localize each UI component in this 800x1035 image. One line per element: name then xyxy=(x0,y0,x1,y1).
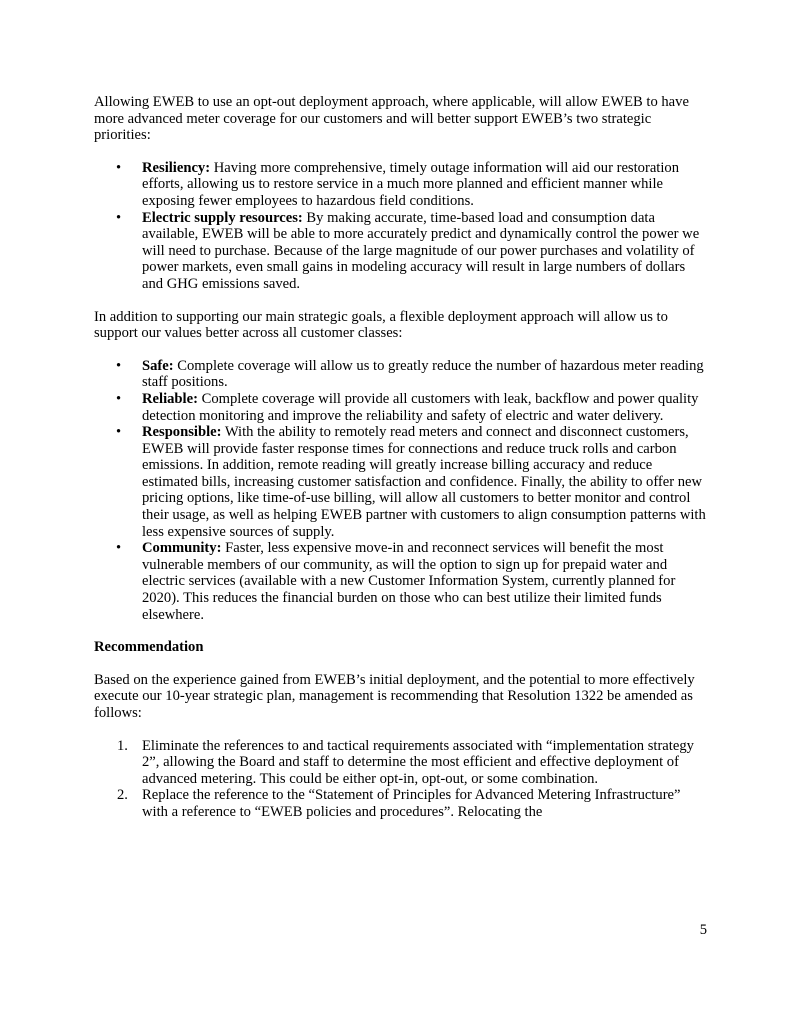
item-number: 2. xyxy=(117,787,128,804)
intro-paragraph: Allowing EWEB to use an opt-out deployment approach, where applicable, will allow EWEB to have more advanced meter coverage for our customers and will better support EWEB’s two strategic priorities: xyxy=(94,94,689,144)
bullet-term: Community: xyxy=(142,540,222,557)
list-item xyxy=(94,358,706,391)
bullet-term: Responsible: xyxy=(142,424,222,441)
bullet-text: Complete coverage will provide all customers with leak, backflow and power quality detection monitoring and improve the reliability and safety of electric and water delivery. xyxy=(142,390,699,424)
bullet-text: With the ability to remotely read meters and connect and disconnect customers, EWEB will provide faster response times for connections and reduce truck rolls and carbon emissions. In addition, remote reading will greatly increase billing accuracy and reduce estimated bills, increasing customer satisfaction and confidence. Finally, the ability to offer new pricing options, like time-of-use billing, will allow all customers to better monitor and control their usage, as well as helping EWEB partner with customers to align consumption patterns with less expensive sources of supply. xyxy=(142,424,706,540)
bullet-text: Complete coverage will allow us to greatly reduce the number of hazardous meter reading staff positions. xyxy=(142,357,704,391)
strategic-priorities-list xyxy=(94,160,706,293)
list-item xyxy=(94,210,706,293)
list-item xyxy=(94,160,706,210)
values-intro-paragraph: In addition to supporting our main strategic goals, a flexible deployment approach will allow us to support our values better across all customer classes: xyxy=(94,308,668,342)
list-item xyxy=(94,787,706,820)
amendments-list xyxy=(94,738,706,821)
bullet-term: Electric supply resources: xyxy=(142,209,303,226)
item-number: 1. xyxy=(117,737,128,754)
page-number: 5 xyxy=(699,922,707,938)
list-item xyxy=(94,540,706,623)
list-item xyxy=(94,424,706,540)
list-item xyxy=(94,738,706,788)
page-content xyxy=(94,94,706,821)
bullet-text: Having more comprehensive, timely outage information will aid our restoration efforts, allowing us to restore service in a much more planned and efficient manner while exposing fewer employees to hazardous field conditions. xyxy=(142,159,679,209)
bullet-text: Faster, less expensive move-in and reconnect services will benefit the most vulnerable members of our community, as will the option to sign up for prepaid water and electric services (available with a new Customer Information System, currently planned for 2020). This reduces the financial burden on those who can best utilize their limited funds elsewhere. xyxy=(142,540,676,623)
bullet-term: Reliable: xyxy=(142,390,198,407)
bullet-term: Safe: xyxy=(142,357,174,374)
item-text: Replace the reference to the “Statement of Principles for Advanced Metering Infrastructure” with a reference to “EWEB policies and procedures”. Relocating the xyxy=(142,787,681,820)
list-item xyxy=(94,391,706,424)
recommendation-heading: Recommendation xyxy=(94,639,204,656)
bullet-text: By making accurate, time-based load and consumption data available, EWEB will be able to more accurately predict and dynamically control the power we will need to purchase. Because of the large magnitude of our power purchases and volatility of power markets, even small gains in modeling accuracy will result in large numbers of dollars and GHG emissions saved. xyxy=(142,209,700,292)
values-list xyxy=(94,358,706,624)
item-text: Eliminate the references to and tactical requirements associated with “implementation strategy 2”, allowing the Board and staff to determine the most efficient and effective deployment of advanced metering. This could be either opt-in, opt-out, or some combination. xyxy=(142,737,694,787)
recommendation-intro-paragraph: Based on the experience gained from EWEB’s initial deployment, and the potential to more effectively execute our 10-year strategic plan, management is recommending that Resolution 1322 be amended as follows: xyxy=(94,671,695,721)
bullet-term: Resiliency: xyxy=(142,159,211,176)
